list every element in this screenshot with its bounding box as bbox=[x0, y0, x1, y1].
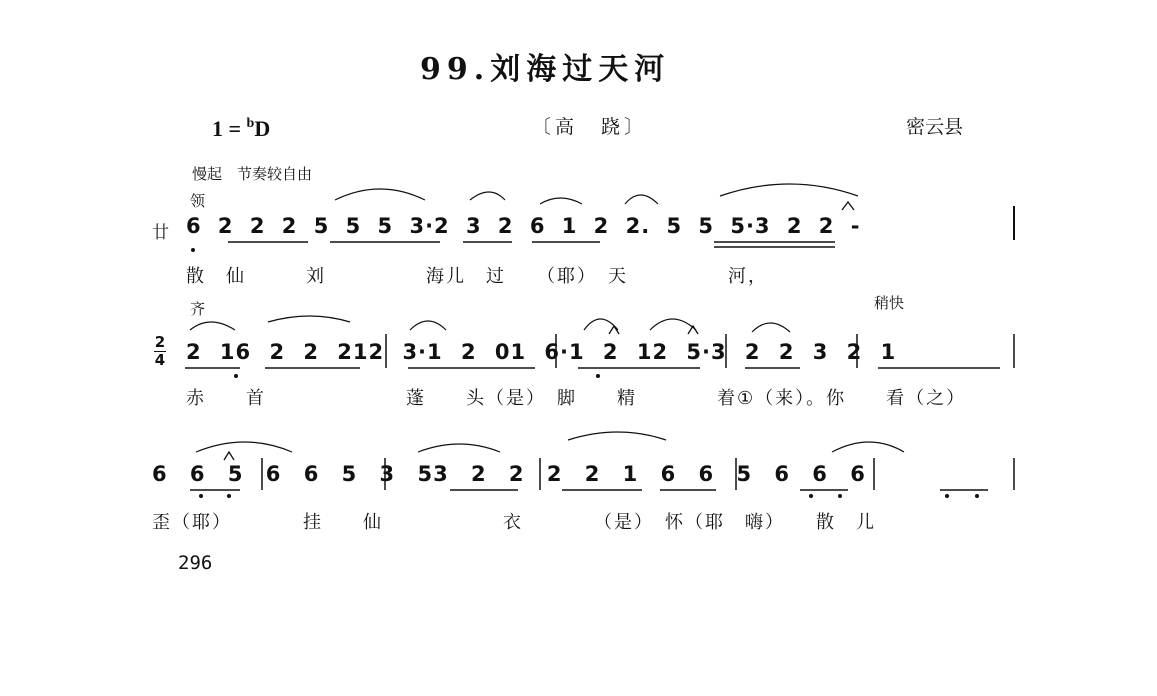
lyrics-line-1: 散 仙 刘 海儿 过 （耶） 天 河， bbox=[186, 266, 768, 287]
meter-bottom: 4 bbox=[154, 351, 166, 369]
tempo-marking: 慢起 节奏较自由 bbox=[192, 165, 313, 183]
notation-line-1: 6 2 2 2 5 5 5 3·2 3 2 6 1 2 2. 5 5 5·3 2 2 - bbox=[186, 214, 861, 238]
free-rhythm-mark: 廿 bbox=[152, 223, 169, 243]
notation-line-2: 2 16 2 2 212 3·1 2 01 6·1 2 12 5·3 2 2 3 2 1 bbox=[186, 340, 897, 364]
key-signature bbox=[212, 116, 270, 142]
song-title: 99.刘海过天河 bbox=[420, 52, 671, 87]
together-mark: 齐 bbox=[190, 300, 206, 318]
notation-line-3: 6 6 5 6 6 5 3 53 2 2 2 2 1 6 6 5 6 6 6 bbox=[152, 462, 866, 486]
lyrics-line-2: 赤 首 蓬 头（是） 脚 精 着①（来）。你 看（之） bbox=[186, 388, 967, 409]
lead-mark: 领 bbox=[190, 192, 206, 210]
key-note: D bbox=[254, 116, 271, 141]
meter-top: 2 bbox=[154, 333, 166, 351]
genre-label: 〔高 跷〕 bbox=[532, 116, 648, 138]
place-label: 密云县 bbox=[906, 116, 964, 138]
lyrics-line-3: 歪（耶） 挂 仙 衣 （是） 怀（耶 嗨） 散 儿 bbox=[152, 512, 876, 533]
key-prefix: 1 = bbox=[212, 116, 247, 141]
flat-sign: b bbox=[246, 116, 255, 131]
time-signature bbox=[154, 334, 166, 369]
page-number: 296 bbox=[178, 552, 213, 574]
tempo-change-marking: 稍快 bbox=[874, 294, 905, 312]
